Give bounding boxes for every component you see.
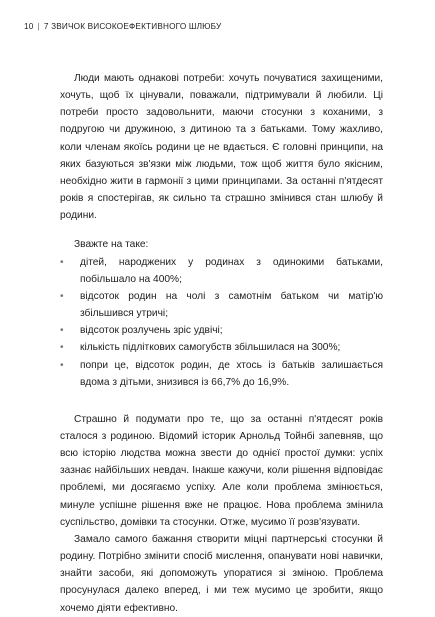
list-intro: Зважте на таке: [74,239,149,251]
list-item [60,357,383,391]
book-title: 7 ЗВИЧОК ВИСОКОЕФЕКТИВНОГО ШЛЮБУ [43,22,222,31]
list-item [60,288,383,322]
bullet-icon: • [60,256,64,268]
paragraph-1: Люди мають однакові потреби: хочуть почуватися захищеними, хочуть, щоб їх цінували, поважали, підтримували й любили. Ці потреби просто задовольнити, маючи стосунки з коханими, з подругою чи дружиною, з дитиною та з батьками. Тому жахливо, коли членам якоїсь родини це не вдається. Є головні принципи, на яких базуються зв'язки між людьми, тож щоб життя було якісним, необхідно жити в гармонії з цими принципами. За останні п'ятдесят років я спостерігав, як сильно та страшно змінився стан шлюбу й родини. [60,73,383,222]
list-item-text: попри це, відсоток родин, де хтось із батьків залишається вдома з дітьми, знизився із 66,7% до 16,9%. [80,359,383,388]
bullet-icon: • [60,359,64,371]
bullet-icon: • [60,325,64,337]
list-item-text: відсоток розлучень зріс удвічі; [80,325,223,337]
list-item-text: кількість підліткових самогубств збільшилася на 300%; [80,342,341,354]
list-item [60,322,383,339]
section-spacer [60,391,383,411]
paragraph-3: Замало самого бажання створити міцні партнерські стосунки й родину. Потрібно змінити спосіб мислення, опанувати нові навички, знайти засоби, які допоможуть упоратися зі зміною. Проблема просунулася далеко вперед, і ми теж мусимо це зробити, якщо хочемо діяти ефективно. [60,533,383,614]
bullet-icon: • [60,290,64,302]
paragraph-2: Страшно й подумати про те, що за останні п'ятдесят років сталося з родиною. Відомий історик Арнольд Тойнбі запевняв, що всю історію людства можна звести до однієї простої думки: успіх зазнає найбільших невдач. Інакше кажучи, коли рішення відповідає проблемі, ми досягаємо успіху. Але коли проблема змінюється, минуле успішне рішення вже не працює. Нова проблема змінила суспільство, домівки та стосунки. Отже, мусимо її розв'язувати. [60,413,383,528]
list-item-text: відсоток родин на чолі з самотнім батьком чи матір'ю збільшився утричі; [80,290,383,320]
page-number: 10 [24,22,34,31]
header-separator: | [37,22,40,31]
list-item [60,254,383,288]
running-header [24,22,221,31]
bullet-icon: • [60,342,64,354]
statistics-list [60,254,383,391]
list-item-text: дітей, народжених у родинах з одинокими батьками, побільшало на 400%; [80,256,383,285]
list-item [60,339,383,356]
page-body [60,70,383,617]
